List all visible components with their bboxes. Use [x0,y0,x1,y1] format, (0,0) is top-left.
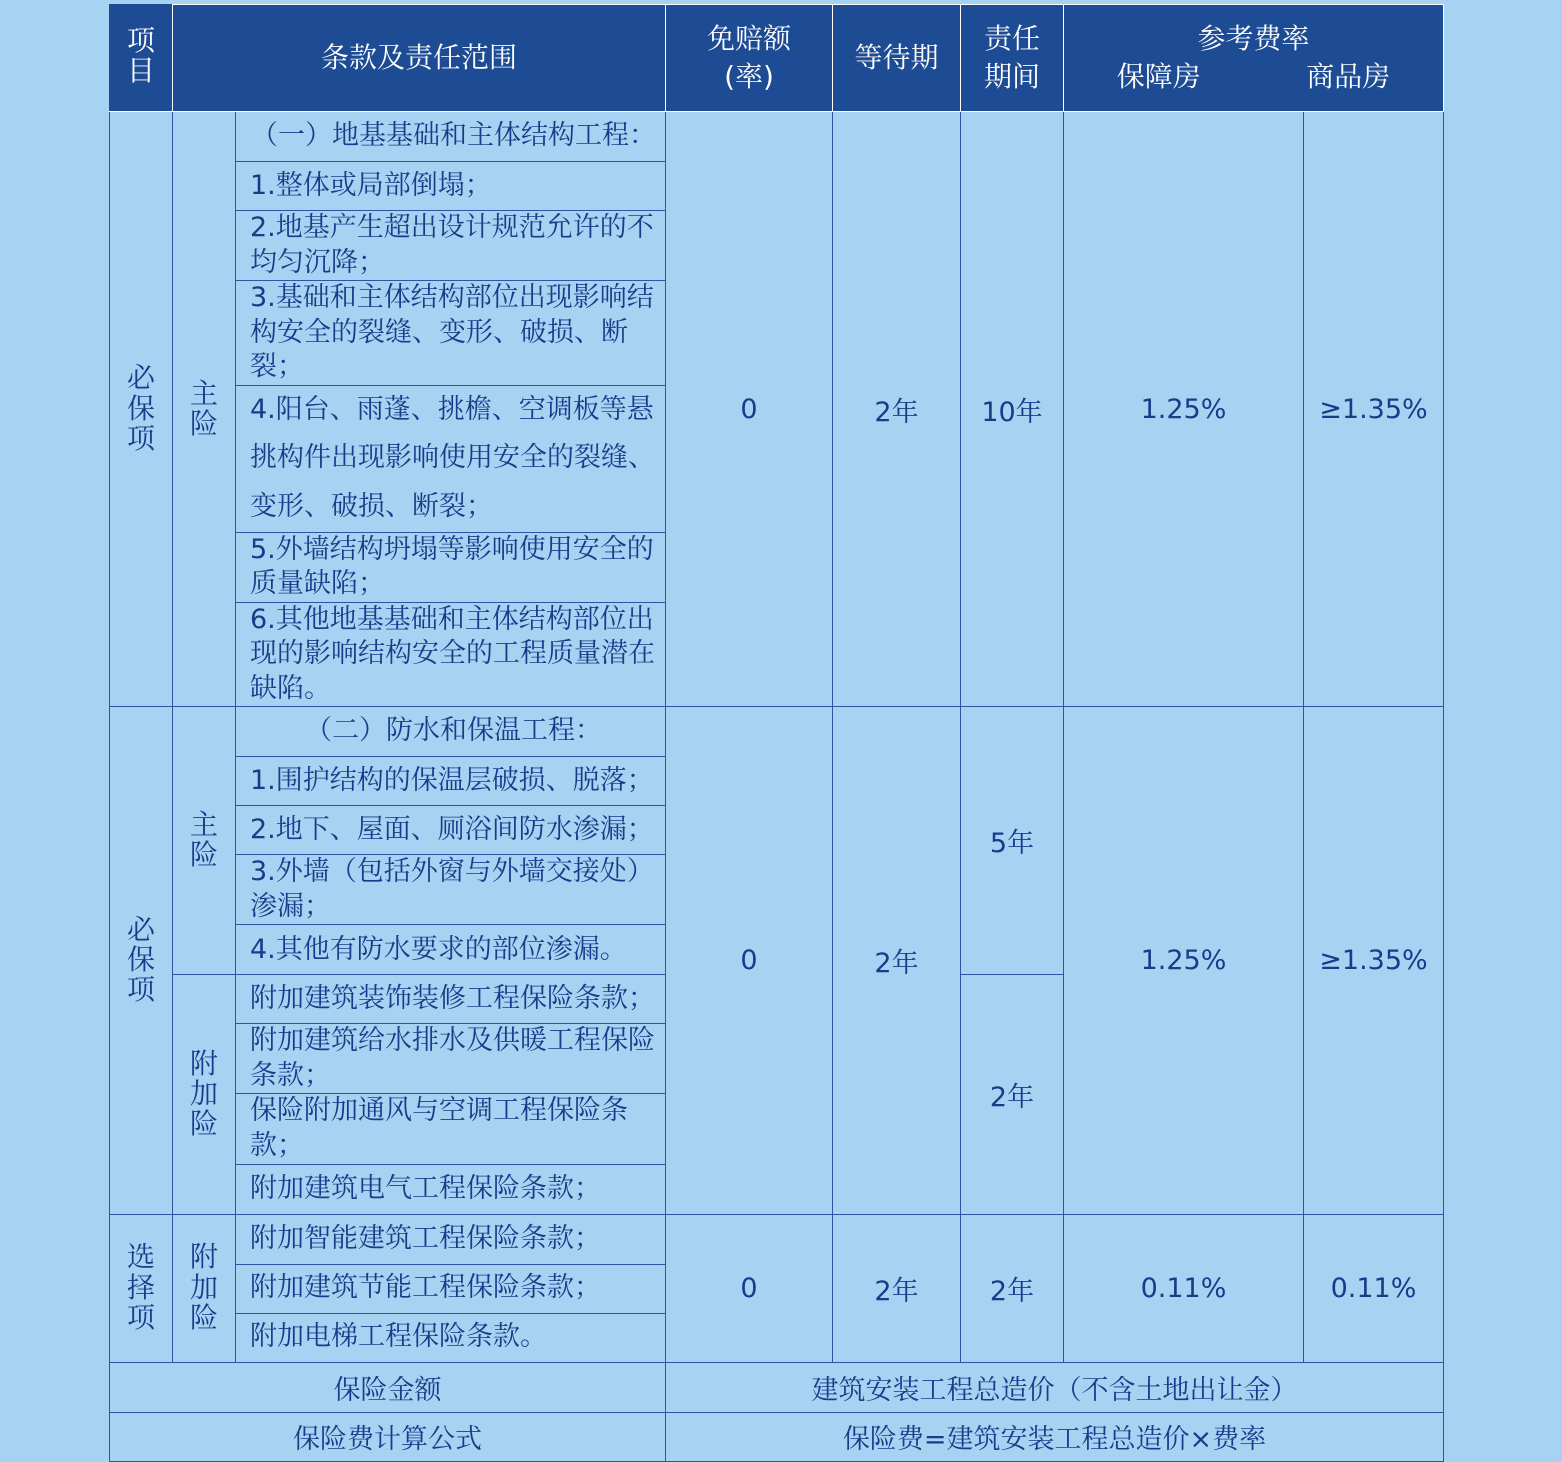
waiting-cell: 2年 [833,707,961,1214]
type-cell: 附加险 [173,1214,236,1362]
category-cell: 必保项 [110,707,173,1214]
formula-label: 保险费计算公式 [110,1412,666,1461]
period-cell: 2年 [961,975,1064,1214]
header-item: 项目 [110,5,173,112]
header-deductible: 免赔额 (率) [666,5,833,112]
footer-row [110,1362,1444,1412]
header-waiting: 等待期 [833,5,961,112]
section-title: （一）地基基础和主体结构工程： [236,112,666,162]
clause-item: 2.地下、屋面、厕浴间防水渗漏； [236,806,666,855]
type-cell: 主险 [173,707,236,975]
rate-commercial-cell: ≥1.35% [1304,707,1444,1214]
rate-commercial-cell: ≥1.35% [1304,112,1444,707]
category-cell: 选择项 [110,1214,173,1362]
type-cell: 主险 [173,112,236,707]
deductible-cell: 0 [666,1214,833,1362]
header-period: 责任 期间 [961,5,1064,112]
clause-item: 2.地基产生超出设计规范允许的不均匀沉降； [236,211,666,281]
header-row [110,5,1444,112]
table-row [110,112,1444,162]
deductible-cell: 0 [666,112,833,707]
clause-item: 1.整体或局部倒塌； [236,162,666,211]
formula-value: 保险费=建筑安装工程总造价×费率 [666,1412,1444,1461]
rate-affordable-cell: 1.25% [1064,707,1304,1214]
clause-item: 3.外墙（包括外窗与外墙交接处）渗漏； [236,855,666,925]
amount-value: 建筑安装工程总造价（不含土地出让金） [666,1362,1444,1412]
table-row [110,1214,1444,1264]
period-cell: 5年 [961,707,1064,975]
section-title: （二）防水和保温工程： [236,707,666,757]
clause-item: 附加建筑节能工程保险条款； [236,1264,666,1313]
period-cell: 2年 [961,1214,1064,1362]
period-cell: 10年 [961,112,1064,707]
rate-affordable-cell: 1.25% [1064,112,1304,707]
amount-label: 保险金额 [110,1362,666,1412]
clause-item: 4.其他有防水要求的部位渗漏。 [236,925,666,975]
header-scope: 条款及责任范围 [173,5,666,112]
waiting-cell: 2年 [833,112,961,707]
type-cell: 附加险 [173,975,236,1214]
clause-item: 附加建筑给水排水及供暖工程保险条款； [236,1024,666,1094]
footer-row [110,1412,1444,1461]
waiting-cell: 2年 [833,1214,961,1362]
clause-item: 3.基础和主体结构部位出现影响结构安全的裂缝、变形、破损、断裂； [236,281,666,386]
clause-item: 5.外墙结构坍塌等影响使用安全的质量缺陷； [236,532,666,602]
rate-affordable-cell: 0.11% [1064,1214,1304,1362]
clause-item: 1.围护结构的保温层破损、脱落； [236,757,666,806]
insurance-terms-table [109,4,1444,1462]
clause-item: 附加电梯工程保险条款。 [236,1313,666,1362]
deductible-cell: 0 [666,707,833,1214]
clause-item: 附加智能建筑工程保险条款； [236,1214,666,1264]
clause-item: 保险附加通风与空调工程保险条款； [236,1094,666,1164]
category-cell: 必保项 [110,112,173,707]
clause-item: 附加建筑装饰装修工程保险条款； [236,975,666,1024]
clause-item: 6.其他地基基础和主体结构部位出现的影响结构安全的工程质量潜在缺陷。 [236,602,666,707]
clause-item: 附加建筑电气工程保险条款； [236,1164,666,1214]
rate-commercial-cell: 0.11% [1304,1214,1444,1362]
table-row [110,707,1444,757]
clause-item: 4.阳台、雨蓬、挑檐、空调板等悬挑构件出现影响使用安全的裂缝、变形、破损、断裂； [236,385,666,532]
header-rate: 参考费率 保障房 商品房 [1064,5,1444,112]
